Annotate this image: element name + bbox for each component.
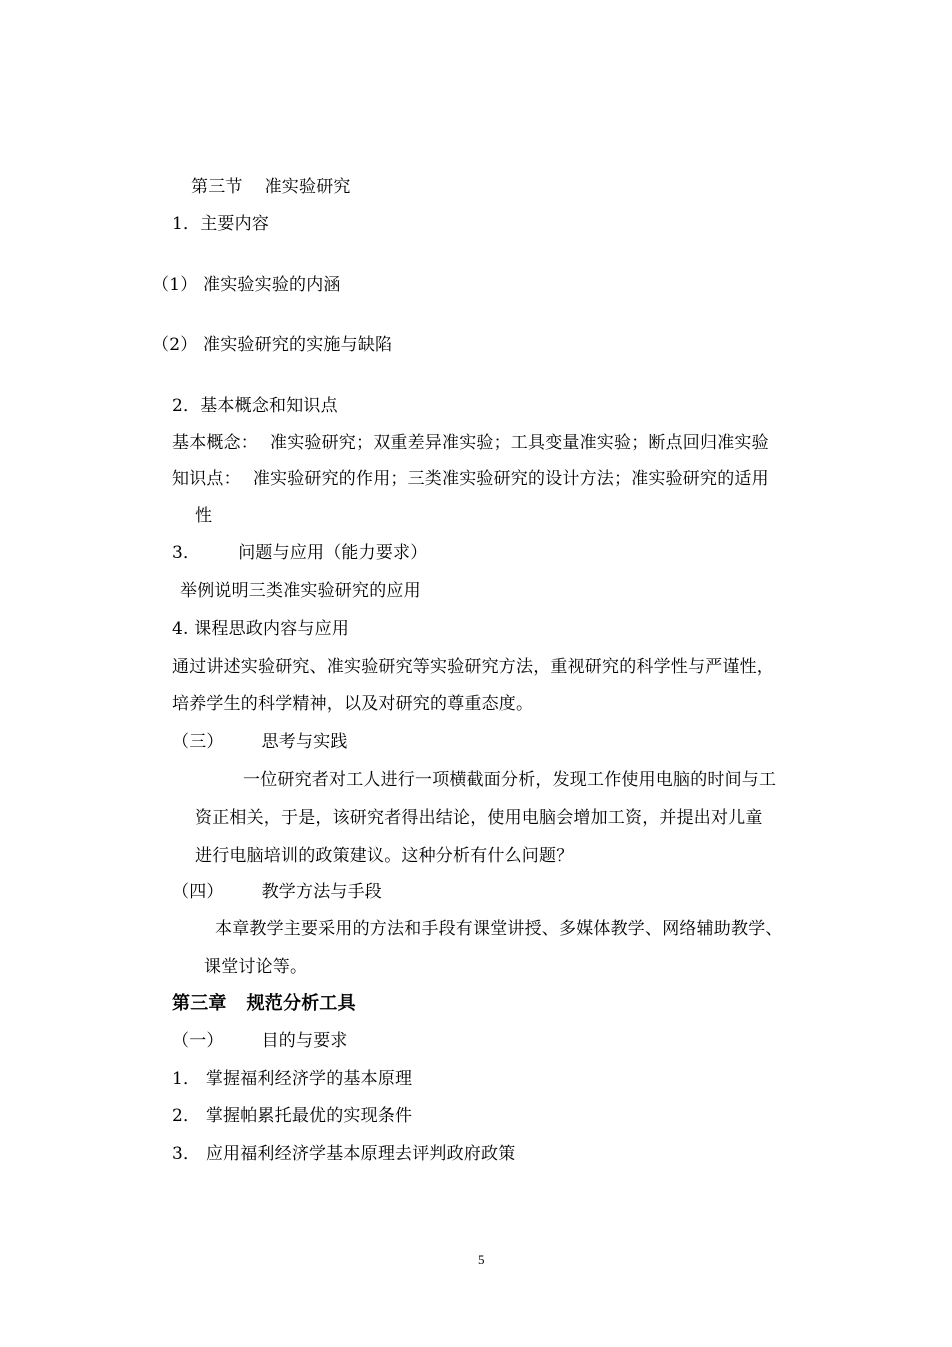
- practice-text-line-1: 一位研究者对工人进行一项横截面分析，发现工作使用电脑的时间与工: [243, 770, 777, 790]
- section-title-prefix: 第三节: [191, 177, 243, 197]
- goals-number: （一）: [172, 1031, 224, 1051]
- chapter-title: [172, 993, 356, 1015]
- methods-number: （四）: [172, 882, 224, 902]
- page-number: 5: [478, 1252, 485, 1267]
- methods-heading: 教学方法与手段: [261, 882, 383, 902]
- basic-concepts-label: 基本概念：: [172, 433, 258, 453]
- chapter-title-text: 规范分析工具: [246, 993, 356, 1014]
- main-content-item-1: （1） 准实验实验的内涵: [152, 275, 341, 295]
- methods-text-line-2: 课堂讨论等。: [204, 957, 308, 977]
- concepts-heading: 2．基本概念和知识点: [172, 396, 338, 416]
- practice-number: （三）: [172, 732, 224, 752]
- goals-heading: 目的与要求: [261, 1031, 348, 1051]
- knowledge-points-line: [172, 468, 769, 490]
- section-title-text: 准实验研究: [264, 177, 351, 197]
- ideology-heading: 4. 课程思政内容与应用: [172, 619, 350, 639]
- chapter-number: 第三章: [172, 993, 227, 1014]
- goal-item-1: 1． 掌握福利经济学的基本原理: [172, 1069, 413, 1089]
- practice-text-line-3: 进行电脑培训的政策建议。这种分析有什么问题？: [195, 846, 574, 866]
- knowledge-points-label: 知识点：: [172, 469, 241, 489]
- methods-text-line-1: 本章教学主要采用的方法和手段有课堂讲授、多媒体教学、网络辅助教学、: [215, 919, 783, 939]
- problems-heading: 问题与应用（能力要求）: [238, 543, 428, 563]
- practice-text-line-2: 资正相关，于是，该研究者得出结论，使用电脑会增加工资，并提出对儿童: [195, 808, 763, 828]
- knowledge-points-text: 准实验研究的作用；三类准实验研究的设计方法；准实验研究的适用: [252, 469, 769, 489]
- main-content-heading: 1．主要内容: [172, 214, 270, 234]
- main-content-item-2: （2） 准实验研究的实施与缺陷: [152, 335, 393, 355]
- problems-number: 3．: [172, 543, 201, 563]
- problems-text: 举例说明三类准实验研究的应用: [180, 581, 421, 601]
- basic-concepts-text: 准实验研究；双重差异准实验；工具变量准实验；断点回归准实验: [270, 433, 769, 453]
- problems-heading-line: [172, 542, 427, 564]
- section-title: [191, 176, 351, 198]
- knowledge-points-continuation: 性: [195, 506, 213, 526]
- practice-heading-line: [172, 731, 348, 753]
- ideology-text-line-1: 通过讲述实验研究、准实验研究等实验研究方法，重视研究的科学性与严谨性，: [172, 657, 774, 677]
- goal-item-2: 2． 掌握帕累托最优的实现条件: [172, 1106, 413, 1126]
- basic-concepts-line: [172, 432, 769, 454]
- methods-heading-line: [172, 881, 382, 903]
- goals-heading-line: [172, 1030, 348, 1052]
- practice-heading: 思考与实践: [261, 732, 348, 752]
- goal-item-3: 3． 应用福利经济学基本原理去评判政府政策: [172, 1144, 516, 1164]
- ideology-text-line-2: 培养学生的科学精神，以及对研究的尊重态度。: [172, 694, 534, 714]
